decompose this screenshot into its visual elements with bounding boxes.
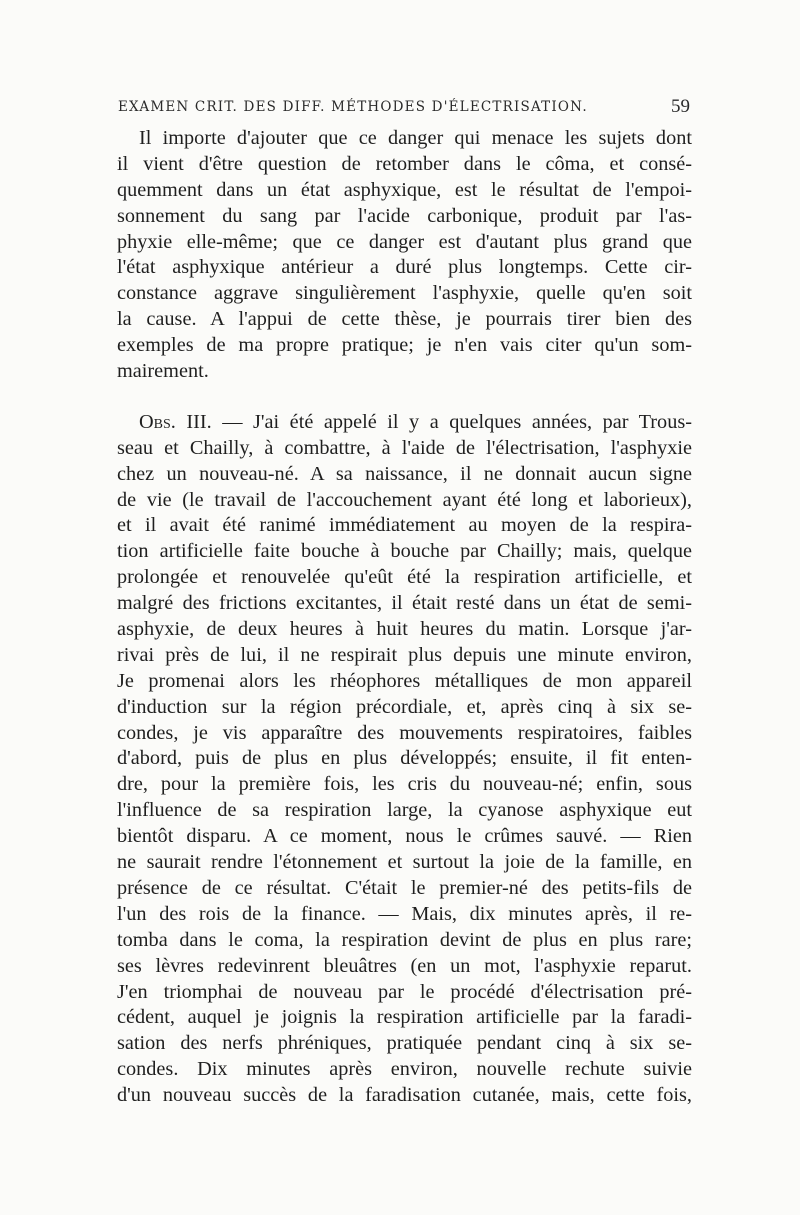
text-line: prolongée et renouvelée qu'eût été la respiration artificielle, et [117,566,692,589]
text-line: ne saurait rendre l'étonnement et surtout la joie de la famille, en [117,851,692,874]
text-line: l'influence de sa respiration large, la cyanose asphyxique eut [117,799,692,822]
text-line: la cause. A l'appui de cette thèse, je pourrais tirer bien des [117,308,692,331]
running-title: EXAMEN CRIT. DES DIFF. MÉTHODES D'ÉLECTRISATION. [118,99,588,115]
text-line: sonnement du sang par l'acide carbonique, produit par l'as- [117,204,692,227]
observation-label: Obs. III. [139,410,212,433]
text-line: Il importe d'ajouter que ce danger qui menace les sujets dont [139,127,692,149]
text-line: d'abord, puis de plus en plus développés; ensuite, il fit enten- [117,747,692,770]
text-line: exemples de ma propre pratique; je n'en vais citer qu'un som- [117,334,692,357]
text-line: sation des nerfs phréniques, pratiquée pendant cinq à six se- [117,1032,692,1055]
text-line [117,410,692,436]
text-line: et il avait été ranimé immédiatement au moyen de la respira- [117,514,692,537]
text-line: mairement. [117,360,209,383]
text-line: Je promenai alors les rhéophores métalliques de mon appareil [117,669,692,692]
text-line: bientôt disparu. A ce moment, nous le crûmes sauvé. — Rien [117,825,692,848]
paragraph-gap [117,385,692,410]
text-line: il vient d'être question de retomber dans le côma, et consé- [117,152,692,175]
text-line: de vie (le travail de l'accouchement ayant été long et laborieux), [117,488,692,511]
text-line: condes. Dix minutes après environ, nouvelle rechute suivie [117,1058,692,1081]
text-line: d'induction sur la région précordiale, et, après cinq à six se- [117,695,692,718]
text-line: dre, pour la première fois, les cris du nouveau-né; enfin, sous [117,773,692,796]
page-header [118,97,690,121]
text-line: rivai près de lui, il ne respirait plus depuis une minute environ, [117,643,692,666]
text-line: asphyxie, de deux heures à huit heures du matin. Lorsque j'ar- [117,618,692,641]
text-line: tomba dans le coma, la respiration devint de plus en plus rare; [117,928,692,951]
text-line: quemment dans un état asphyxique, est le résultat de l'empoi- [117,178,692,201]
paragraph-intro [117,126,692,385]
text-line: l'un des rois de la finance. — Mais, dix minutes après, il re- [117,902,692,925]
page-number: 59 [671,96,690,117]
observation-first-line: — J'ai été appelé il y a quelques années, par Trous- [211,410,692,433]
text-line: cédent, auquel je joignis la respiration artificielle par la faradi- [117,1006,692,1029]
text-line: seau et Chailly, à combattre, à l'aide de l'électrisation, l'asphyxie [117,436,692,459]
text-line: phyxie elle-même; que ce danger est d'autant plus grand que [117,230,692,253]
text-line: tion artificielle faite bouche à bouche par Chailly; mais, quelque [117,540,692,563]
text-line: constance aggrave singulièrement l'asphyxie, quelle qu'en soit [117,282,692,305]
text-line: condes, je vis apparaître des mouvements respiratoires, faibles [117,721,692,744]
paragraph-observation [117,410,692,1109]
text-line: présence de ce résultat. C'était le premier-né des petits-fils de [117,876,692,899]
text-line: chez un nouveau-né. A sa naissance, il ne donnait aucun signe [117,462,692,485]
body-text [117,126,692,1109]
text-line: d'un nouveau succès de la faradisation cutanée, mais, cette fois, [117,1084,692,1107]
text-line: malgré des frictions excitantes, il était resté dans un état de semi- [117,592,692,615]
text-line: J'en triomphai de nouveau par le procédé d'électrisation pré- [117,980,692,1003]
text-line: ses lèvres redevinrent bleuâtres (en un mot, l'asphyxie reparut. [117,954,692,977]
text-line: l'état asphyxique antérieur a duré plus longtemps. Cette cir- [117,256,692,279]
